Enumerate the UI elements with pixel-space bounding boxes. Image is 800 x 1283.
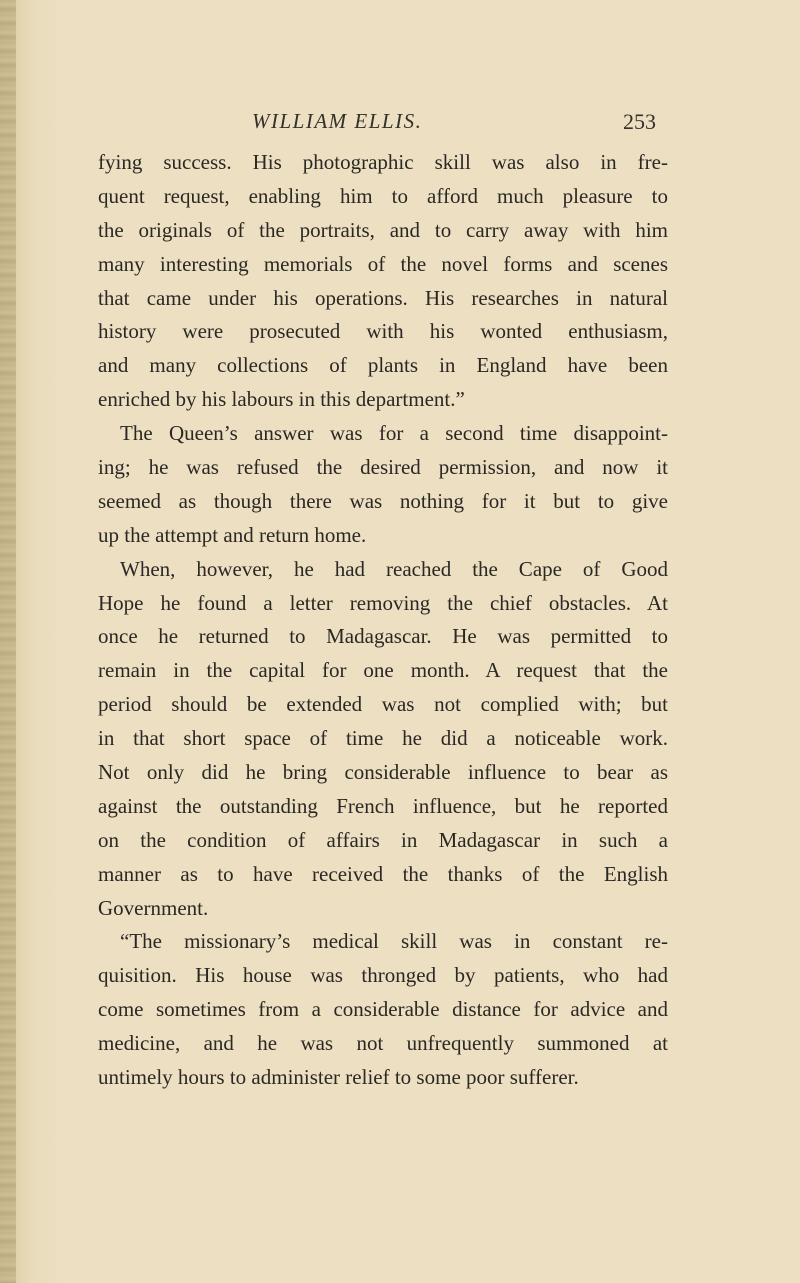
text-line: quisition. His house was thronged by patients, who had xyxy=(98,963,668,988)
running-head-title: WILLIAM ELLIS. xyxy=(252,109,423,133)
text-line: When, however, he had reached the Cape of Good xyxy=(120,556,668,581)
text-line: on the condition of affairs in Madagascar in such a xyxy=(98,827,668,852)
text-line: up the attempt and return home. xyxy=(98,522,367,547)
text-line: The Queen’s answer was for a second time disappoint- xyxy=(120,421,668,446)
text-line: remain in the capital for one month. A request that the xyxy=(98,658,668,683)
text-line: period should be extended was not complied with; but xyxy=(98,692,668,717)
page-number: 253 xyxy=(623,109,656,134)
text-line: ing; he was refused the desired permission, and now it xyxy=(98,455,668,480)
text-line: once he returned to Madagascar. He was permitted to xyxy=(98,624,668,649)
text-line: come sometimes from a considerable distance for advice and xyxy=(98,997,668,1022)
text-line: Government. xyxy=(98,895,209,920)
text-line: untimely hours to administer relief to some poor sufferer. xyxy=(98,1065,579,1090)
text-line: medicine, and he was not unfrequently summoned at xyxy=(98,1031,668,1056)
running-head xyxy=(0,109,800,139)
text-line: Not only did he bring considerable influence to bear as xyxy=(98,760,668,785)
text-line: enriched by his labours in this department.” xyxy=(98,387,465,412)
text-line: Hope he found a letter removing the chief obstacles. At xyxy=(98,590,668,615)
text-line: many interesting memorials of the novel forms and scenes xyxy=(98,251,668,276)
text-line: manner as to have received the thanks of the English xyxy=(98,861,668,886)
text-line: the originals of the portraits, and to carry away with him xyxy=(98,217,668,242)
text-line: and many collections of plants in England have been xyxy=(98,353,668,378)
text-line: “The missionary’s medical skill was in constant re- xyxy=(120,929,668,954)
text-line: history were prosecuted with his wonted enthusiasm, xyxy=(98,319,668,344)
binding-gutter xyxy=(0,0,16,1283)
text-line: that came under his operations. His researches in natural xyxy=(98,285,668,310)
body-text xyxy=(98,146,668,1095)
text-line: seemed as though there was nothing for it but to give xyxy=(98,488,668,513)
text-line: in that short space of time he did a noticeable work. xyxy=(98,726,668,751)
text-line: fying success. His photographic skill was also in fre- xyxy=(98,150,668,174)
text-line: against the outstanding French influence, but he reported xyxy=(98,793,668,818)
text-line: quent request, enabling him to afford much pleasure to xyxy=(98,183,668,208)
